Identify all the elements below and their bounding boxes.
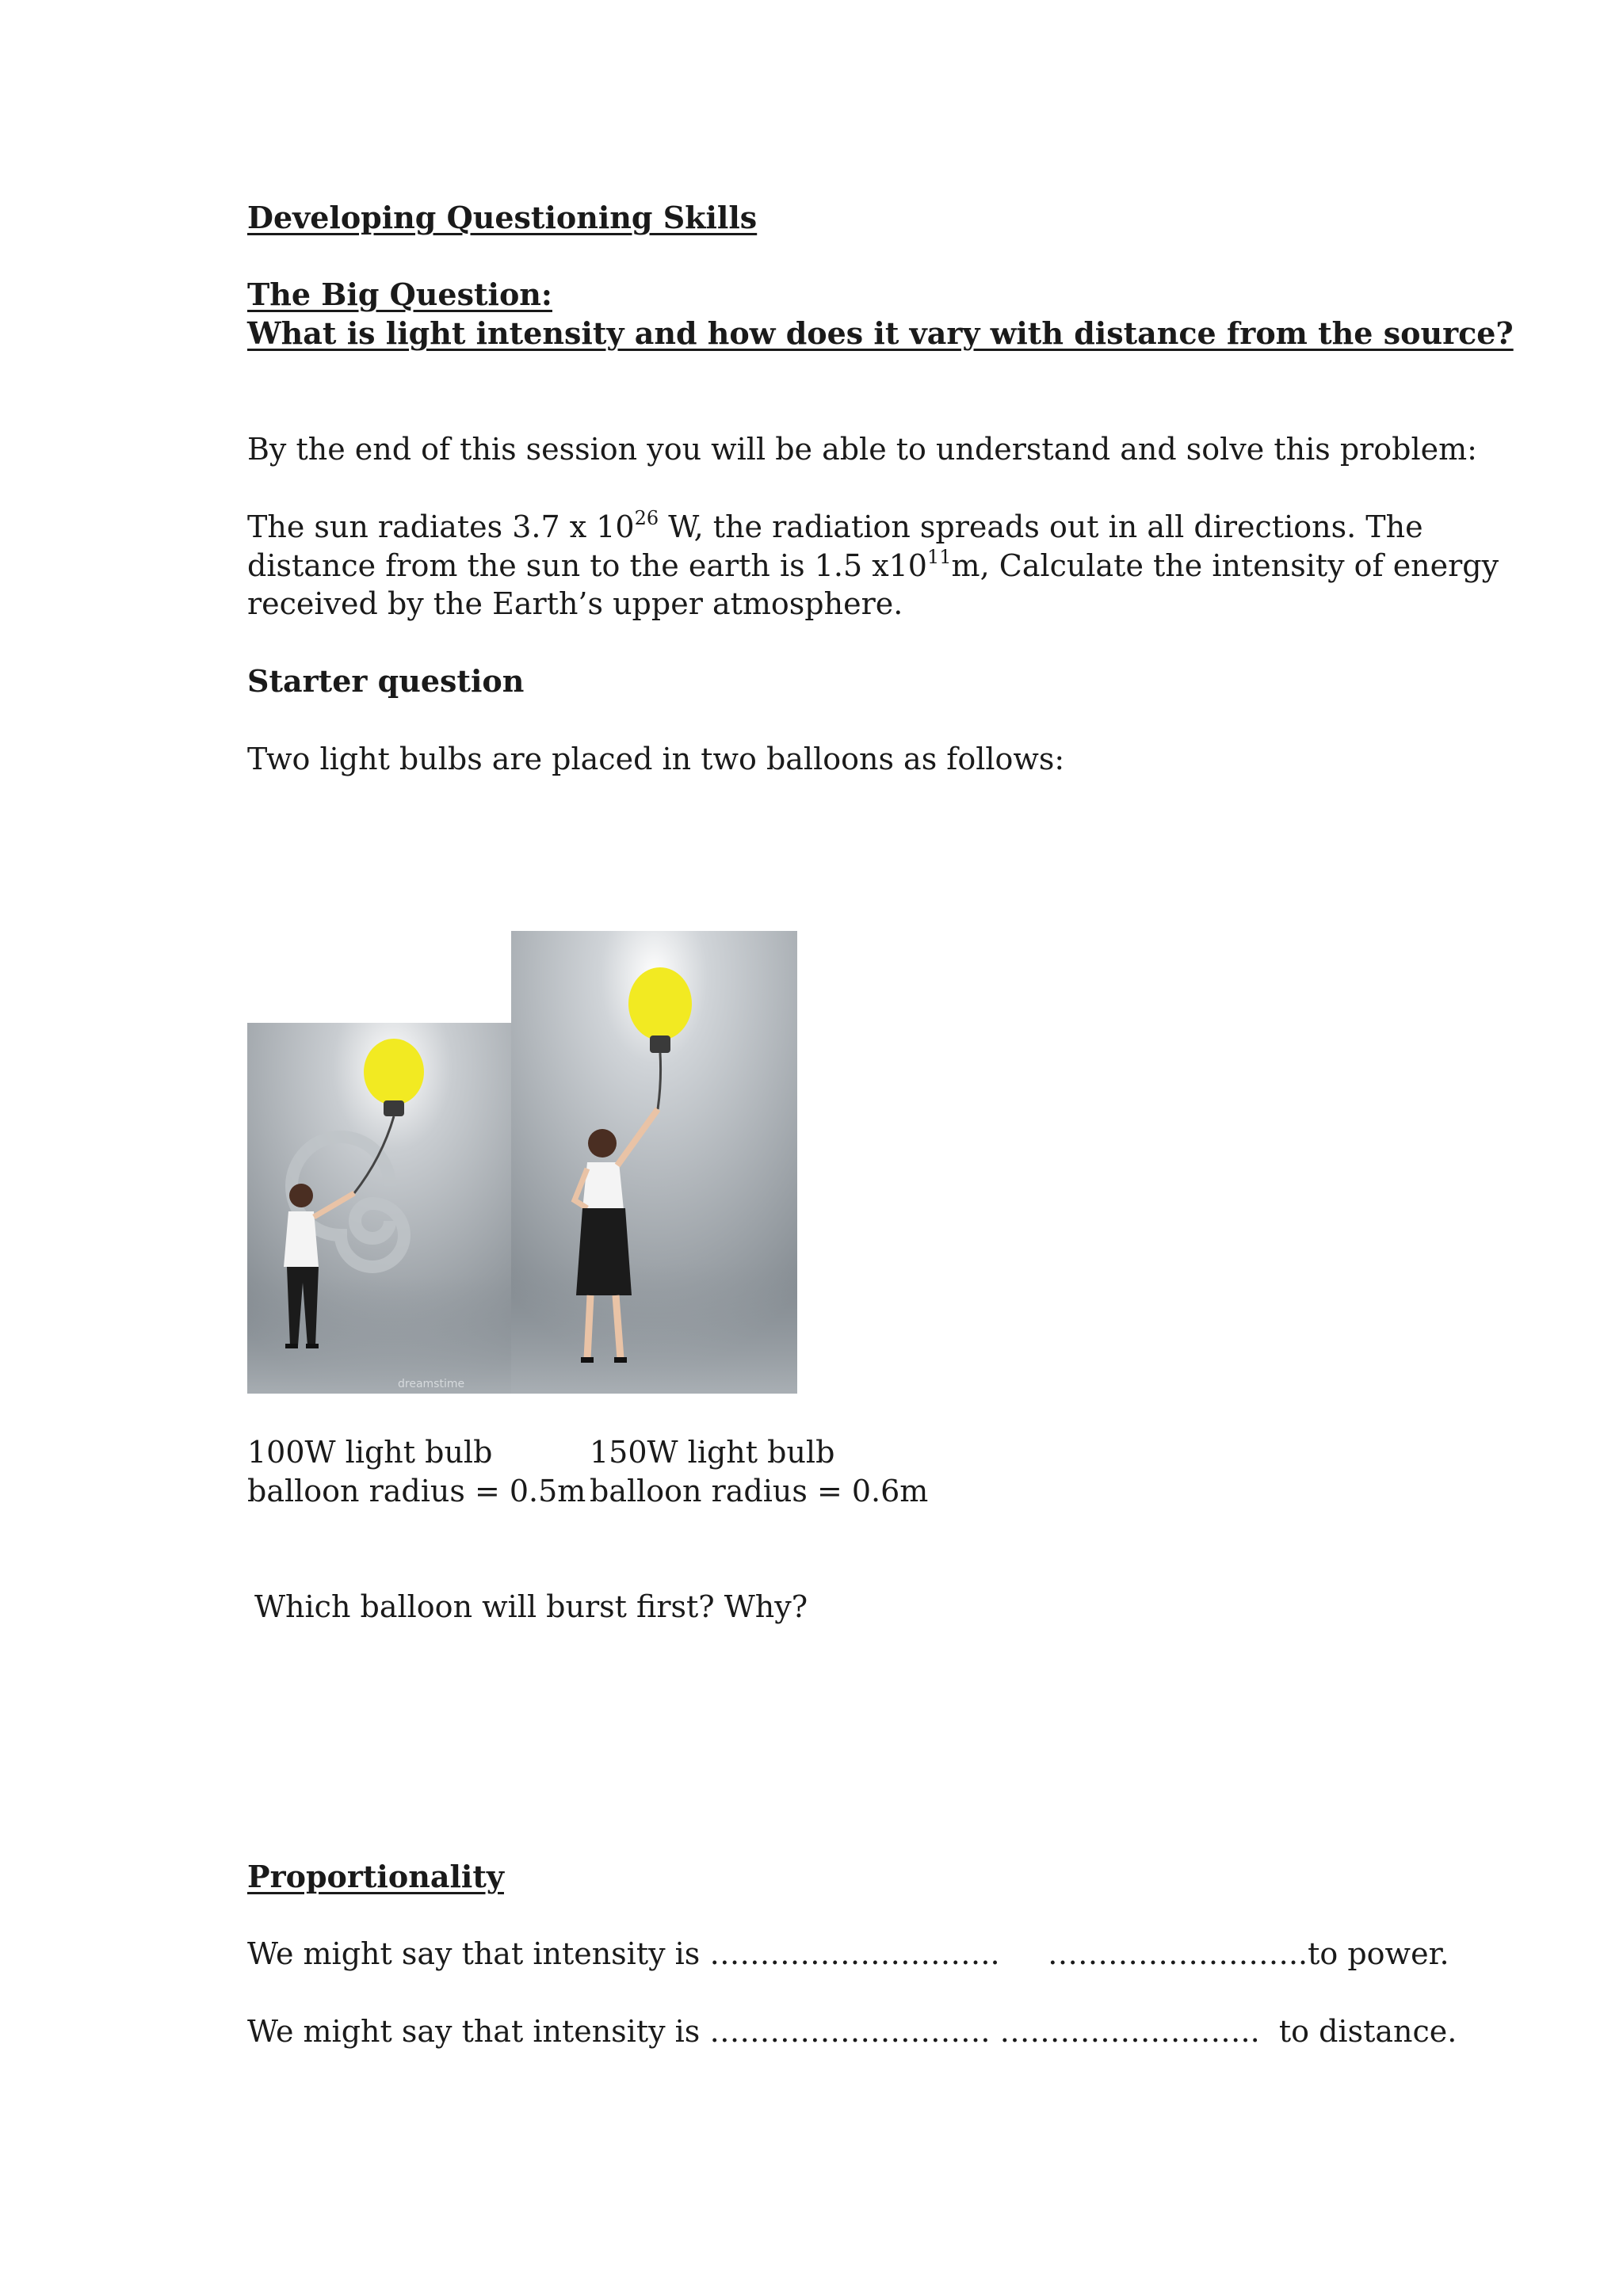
big-question-label: The Big Question: <box>247 277 552 312</box>
left-caption-power: 100W light bulb <box>247 1435 493 1470</box>
right-balloon-photo <box>511 931 797 1394</box>
left-caption-radius: balloon radius = 0.5m <box>247 1474 586 1508</box>
starter-text: Two light bulbs are placed in two balloons as follows: <box>247 742 1065 776</box>
right-caption-power: 150W light bulb <box>590 1435 835 1470</box>
left-balloon-photo <box>247 1023 511 1394</box>
big-question-text: What is light intensity and how does it vary with distance from the source? <box>247 315 1514 351</box>
problem-line-3: received by the Earth’s upper atmosphere. <box>247 586 903 621</box>
problem-line-1: The sun radiates 3.7 x $10^{26}$ W, the radiation spreads out in all directions. The <box>247 507 1423 544</box>
proportionality-line-2: We might say that intensity is ………………………. …………………….. to distance. <box>247 2014 1457 2049</box>
problem-line-2: distance from the sun to the earth is 1.5 $x10^{11}m$, Calculate the intensity of energy <box>247 546 1499 583</box>
proportionality-heading: Proportionality <box>247 1859 504 1894</box>
right-caption-radius: balloon radius = 0.6m <box>590 1474 929 1508</box>
page-title: Developing Questioning Skills <box>247 200 758 235</box>
intro-text: By the end of this session you will be able to understand and solve this problem: <box>247 432 1477 467</box>
photo-watermark: dreamstime <box>398 1378 465 1390</box>
proportionality-line-1: We might say that intensity is ……………………….. ……………………..to power. <box>247 1936 1449 1971</box>
starter-heading: Starter question <box>247 663 525 699</box>
burst-question: Which balloon will burst first? Why? <box>254 1589 808 1624</box>
